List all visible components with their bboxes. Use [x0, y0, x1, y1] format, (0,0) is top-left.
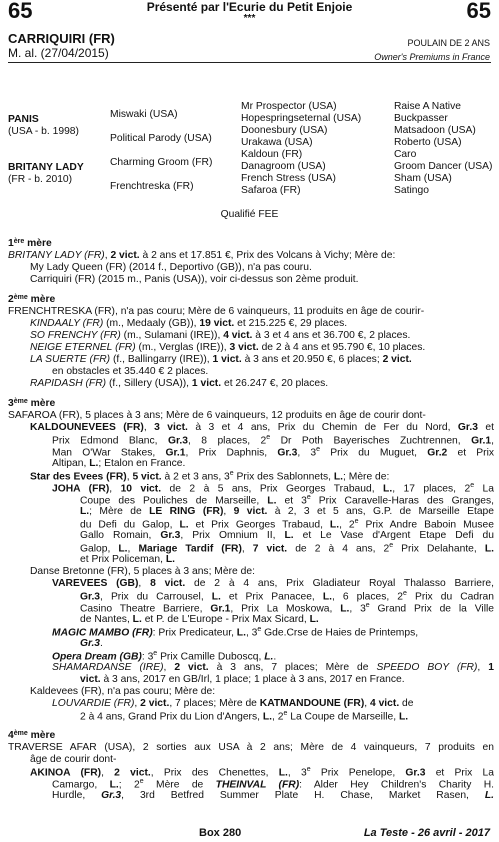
dam-section-heading: 1ère mère: [8, 238, 52, 249]
gen2-item: Miswaki (USA): [110, 109, 178, 120]
text-line: âge de courir dont-: [30, 754, 117, 765]
lot-number-right: 65: [466, 0, 491, 23]
text-line: et Prix Policeman, L.: [80, 554, 175, 565]
text-line: LOUVARDIE (FR), 2 vict., 7 places; Mère de KATMANDOUNE (FR), 4 vict. de: [52, 698, 414, 709]
text-line: LA SUERTE (FR) (f., Ballingarry (IRE)), 1 vict. à 3 ans et 20.950 €, 6 places; 2 vict.: [30, 354, 412, 365]
gen3-item: Safaroa (FR): [241, 185, 301, 196]
gen3-item: Kaldoun (FR): [241, 149, 303, 160]
sale-info: La Teste - 26 avril - 2017: [363, 827, 490, 839]
gen2-item: Political Parody (USA): [110, 133, 212, 144]
dam-section-heading: 3ème mère: [8, 398, 56, 409]
text-line: L.; Mère de LE RING (FR), 9 vict. à 2, 3 et 5 ans, G.P. de Marseille Etape: [80, 506, 494, 517]
text-line: My Lady Queen (FR) (2014 f., Deportivo (GB)), n'a pas couru.: [30, 262, 312, 273]
gen4-item: Raise A Native: [394, 101, 461, 112]
dam-name: BRITANY LADY: [8, 162, 84, 173]
text-line: Gr.3.: [80, 638, 103, 649]
gen2-item: Frenchtreska (FR): [110, 181, 194, 192]
text-line: KINDAALY (FR) (m., Medaaly (GB)), 19 vict. et 215.225 €, 29 places.: [30, 318, 348, 329]
owner-premium: Owner's Premiums in France: [374, 52, 490, 62]
presenter-title: Présenté par l'Ecurie du Petit Enjoie: [146, 0, 353, 14]
text-line: BRITANY LADY (FR), 2 vict. à 2 ans et 17.851 €, Prix des Volcans à Vichy; Mère de:: [8, 250, 396, 261]
header-rule: [8, 62, 491, 63]
dam-section-heading: 4ème mère: [8, 730, 56, 741]
gen3-item: Danagroom (USA): [241, 161, 326, 172]
text-line: Coupe des Pouliches de Marseille, L. et 3e Prix Caravelle-Haras des Granges,: [80, 494, 494, 507]
sire-info: (USA - b. 1998): [8, 126, 79, 137]
horse-sex-age: POULAIN DE 2 ANS: [407, 38, 490, 48]
horse-name: CARRIQUIRI (FR): [8, 31, 115, 46]
text-line: SO FRENCHY (FR) (m., Sulamani (IRE)), 4 vict. à 3 et 4 ans et 36.700 €, 2 places.: [30, 330, 411, 341]
text-line: MAGIC MAMBO (FR): Prix Predicateur, L., 3e Gde.Crse de Haies de Printemps,: [52, 626, 419, 639]
text-line: SHAMARDANSE (IRE), 2 vict. à 3 ans, 7 places; Mère de SPEEDO BOY (FR), 1: [52, 662, 494, 673]
text-line: RAPIDASH (FR) (f., Sillery (USA)), 1 vict. et 26.247 €, 20 places.: [30, 378, 329, 389]
gen4-item: Matsadoon (USA): [394, 125, 476, 136]
text-line: NEIGE ETERNEL (FR) (m., Verglas (IRE)), 3 vict. de 2 à 4 ans et 95.790 €, 10 places.: [30, 342, 426, 353]
text-line: KALDOUNEVEES (FR), 3 vict. à 3 et 4 ans, Prix du Chemin de Fer du Nord, Gr.3 et: [30, 422, 494, 433]
gen4-item: Buckpasser: [394, 113, 448, 124]
text-line: 2 à 4 ans, Grand Prix du Lion d'Angers, L., 2e La Coupe de Marseille, L.: [80, 710, 409, 723]
text-line: Carriquiri (FR) (2015 m., Panis (USA)), voir ci-dessus son 2ème produit.: [30, 274, 359, 285]
gen3-item: Hopespringseternal (USA): [241, 113, 362, 124]
text-line: de Nantes, L. et P. de L'Europe - Prix Max Sicard, L.: [80, 614, 319, 625]
text-line: FRENCHTRESKA (FR), n'a pas couru; Mère de 6 vainqueurs, 11 produits en âge de courir-: [8, 306, 425, 317]
gen2-item: Charming Groom (FR): [110, 157, 213, 168]
text-line: Gallo Romain, Gr.3, Prix Omnium II, L. et Le Vase d'Argent Etape Defi du: [80, 530, 494, 541]
text-line: Man O'War Stakes, Gr.1, Prix Daphnis, Gr.3, 3e Prix du Muguet, Gr.2 et Prix: [52, 446, 495, 459]
text-line: du Defi du Galop, L. et Prix Georges Trabaud, L., 2e Prix Andre Baboin Musee: [80, 518, 495, 531]
box-number: Box 280: [199, 827, 242, 839]
gen3-item: Mr Prospector (USA): [241, 101, 337, 112]
gen4-item: Sham (USA): [394, 173, 452, 184]
text-line: vict. à 3 ans, 2017 en GB/Irl, 1 place; 1 place à 3 ans, 2017 en France.: [80, 674, 405, 685]
lot-number-left: 65: [8, 0, 33, 23]
dam-section-heading: 2ème mère: [8, 294, 56, 305]
text-line: VAREVEES (GB), 8 vict. de 2 à 4 ans, Prix Gladiateur Royal Thalasso Barriere,: [52, 578, 494, 589]
gen4-item: Satingo: [394, 185, 429, 196]
gen3-item: Doonesbury (USA): [241, 125, 328, 136]
horse-birth: M. al. (27/04/2015): [8, 46, 109, 60]
text-line: Casino Theatre Barriere, Gr.1, Prix La Moskowa, L., 3e Grand Prix de la Ville: [80, 602, 495, 615]
text-line: AKINOA (FR), 2 vict., Prix des Chenettes, L., 3e Prix Penelope, Gr.3 et Prix La: [30, 766, 494, 779]
text-line: Opera Dream (GB): 3e Prix Camille Duboscq, L..: [52, 650, 277, 663]
gen4-item: Groom Dancer (USA): [394, 161, 493, 172]
text-line: Danse Bretonne (FR), 5 places à 3 ans; Mère de:: [30, 566, 255, 577]
text-line: Galop, L., Mariage Tardif (FR), 7 vict. de 2 à 4 ans, 2e Prix Delahante, L.: [80, 542, 494, 555]
text-line: SAFAROA (FR), 5 places à 3 ans; Mère de 6 vainqueurs, 12 produits en âge de courir dont-: [8, 410, 426, 421]
text-line: Prix Edmond Blanc, Gr.3, 8 places, 2e Dr Poth Bayerisches Zuchtrennen, Gr.1,: [52, 434, 494, 447]
text-line: en obstacles et 35.440 € 2 places.: [52, 366, 209, 377]
text-line: JOHA (FR), 10 vict. de 2 à 5 ans, Prix Georges Trabaud, L., 17 places, 2e La: [52, 482, 494, 495]
gen3-item: Urakawa (USA): [241, 137, 313, 148]
text-line: Altipan, L.; Etalon en France.: [52, 458, 186, 469]
text-line: Star des Evees (FR), 5 vict. à 2 et 3 ans, 3e Prix des Sablonnets, L.; Mère de:: [30, 470, 390, 483]
gen4-item: Caro: [394, 149, 417, 160]
text-line: Hurdle, Gr.3, 3rd Betfred Summer Plate H. Chase, Market Rasen, L.: [52, 790, 494, 801]
text-line: Kaldevees (FR), n'a pas couru; Mère de:: [30, 686, 216, 697]
gen4-item: Roberto (USA): [394, 137, 462, 148]
gen3-item: French Stress (USA): [241, 173, 336, 184]
qualification: Qualifié FEE: [220, 209, 279, 220]
dam-info: (FR - b. 2010): [8, 174, 73, 185]
sire-name: PANIS: [8, 114, 39, 125]
text-line: Gr.3, Prix du Carrousel, L. et Prix Panacee, L., 6 places, 2e Prix du Cadran: [80, 590, 494, 603]
stars: ***: [243, 13, 256, 24]
text-line: TRAVERSE AFAR (USA), 2 sorties aux USA à 2 ans; Mère de 4 vainqueurs, 7 produits en: [8, 742, 494, 753]
text-line: Camargo, L.; 2e Mère de THEINVAL (FR): Alder Hey Children's Charity H.: [52, 778, 495, 791]
